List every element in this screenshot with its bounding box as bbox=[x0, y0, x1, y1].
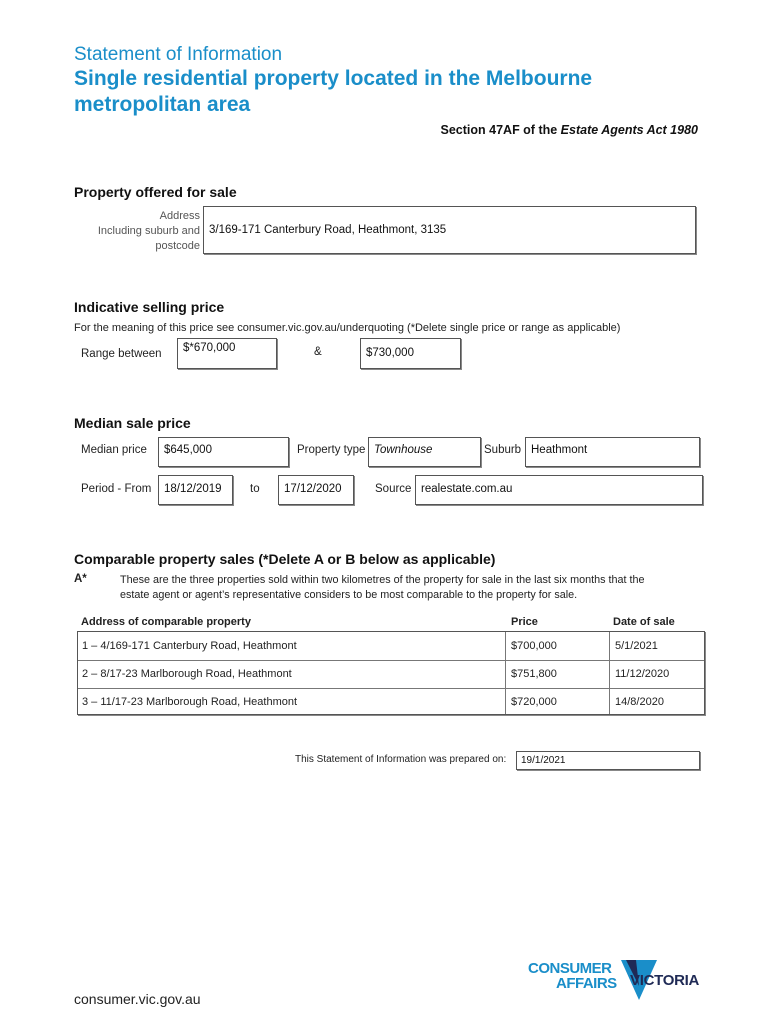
suburb-label: Suburb bbox=[484, 444, 522, 456]
section-reference bbox=[441, 123, 698, 137]
column-divider bbox=[609, 632, 610, 714]
section-act: Estate Agents Act 1980 bbox=[560, 123, 698, 137]
range-low-field[interactable]: $*670,000 bbox=[177, 338, 277, 369]
row-3-address[interactable]: 3 – 11/17-23 Marlborough Road, Heathmont bbox=[82, 696, 298, 708]
comparable-desc-line-2: estate agent or agent’s representative considers to be most comparable to the property for sale. bbox=[120, 589, 578, 601]
row-2-address[interactable]: 2 – 8/17-23 Marlborough Road, Heathmont bbox=[82, 668, 292, 680]
row-divider bbox=[78, 688, 704, 689]
section-prefix: Section 47AF of the bbox=[440, 123, 561, 137]
comparable-desc-line-1: These are the three properties sold within two kilometres of the property for sale in the last six months that the bbox=[120, 574, 645, 586]
source-field[interactable]: realestate.com.au bbox=[415, 475, 703, 505]
median-price-field[interactable]: $645,000 bbox=[158, 437, 289, 467]
title-line-1: Single residential property located in the Melbourne bbox=[74, 67, 593, 90]
source-label: Source bbox=[375, 483, 412, 495]
address-label bbox=[70, 209, 200, 254]
option-a-marker: A* bbox=[74, 573, 87, 585]
row-1-date[interactable]: 5/1/2021 bbox=[615, 640, 658, 652]
column-header-date: Date of sale bbox=[613, 616, 675, 628]
range-ampersand: & bbox=[314, 346, 322, 358]
consumer-affairs-logo bbox=[526, 958, 706, 1006]
row-divider bbox=[78, 660, 704, 661]
property-type-field[interactable]: Townhouse bbox=[368, 437, 481, 467]
row-2-date[interactable]: 11/12/2020 bbox=[615, 668, 670, 680]
logo-victoria: VICTORIA bbox=[630, 972, 699, 989]
column-header-price: Price bbox=[511, 616, 538, 628]
indicative-heading: Indicative selling price bbox=[74, 299, 225, 315]
row-1-address[interactable]: 1 – 4/169-171 Canterbury Road, Heathmont bbox=[82, 640, 297, 652]
range-label: Range between bbox=[81, 348, 162, 360]
address-field[interactable]: 3/169-171 Canterbury Road, Heathmont, 3135 bbox=[203, 206, 696, 254]
comparable-description bbox=[120, 573, 645, 603]
row-3-price[interactable]: $720,000 bbox=[511, 696, 557, 708]
title-line-2: metropolitan area bbox=[74, 93, 251, 116]
median-price-label: Median price bbox=[81, 444, 147, 456]
document-title bbox=[74, 66, 592, 118]
period-from-field[interactable]: 18/12/2019 bbox=[158, 475, 233, 505]
prepared-label: This Statement of Information was prepared on: bbox=[295, 754, 507, 765]
column-header-address: Address of comparable property bbox=[81, 616, 251, 628]
row-3-date[interactable]: 14/8/2020 bbox=[615, 696, 664, 708]
prepared-date-field[interactable]: 19/1/2021 bbox=[516, 751, 700, 770]
logo-consumer: CONSUMER bbox=[528, 960, 612, 977]
period-to-label: to bbox=[250, 483, 260, 495]
suburb-field[interactable]: Heathmont bbox=[525, 437, 700, 467]
property-type-label: Property type bbox=[297, 444, 366, 456]
indicative-note: For the meaning of this price see consumer.vic.gov.au/underquoting (*Delete single price or range as applicable) bbox=[74, 322, 621, 334]
document-kicker: Statement of Information bbox=[74, 44, 283, 65]
period-to-field[interactable]: 17/12/2020 bbox=[278, 475, 354, 505]
median-heading: Median sale price bbox=[74, 415, 191, 431]
footer-url: consumer.vic.gov.au bbox=[74, 991, 201, 1007]
property-heading: Property offered for sale bbox=[74, 184, 237, 200]
logo-affairs: AFFAIRS bbox=[556, 975, 617, 992]
address-label-3: postcode bbox=[155, 240, 200, 252]
row-1-price[interactable]: $700,000 bbox=[511, 640, 557, 652]
comparable-table bbox=[77, 631, 705, 715]
comparable-heading: Comparable property sales (*Delete A or B below as applicable) bbox=[74, 551, 496, 567]
period-from-label: Period - From bbox=[81, 483, 152, 495]
range-high-field[interactable]: $730,000 bbox=[360, 338, 461, 369]
address-label-2: Including suburb and bbox=[97, 225, 200, 237]
column-divider bbox=[505, 632, 506, 714]
row-2-price[interactable]: $751,800 bbox=[511, 668, 557, 680]
address-label-1: Address bbox=[159, 210, 200, 222]
